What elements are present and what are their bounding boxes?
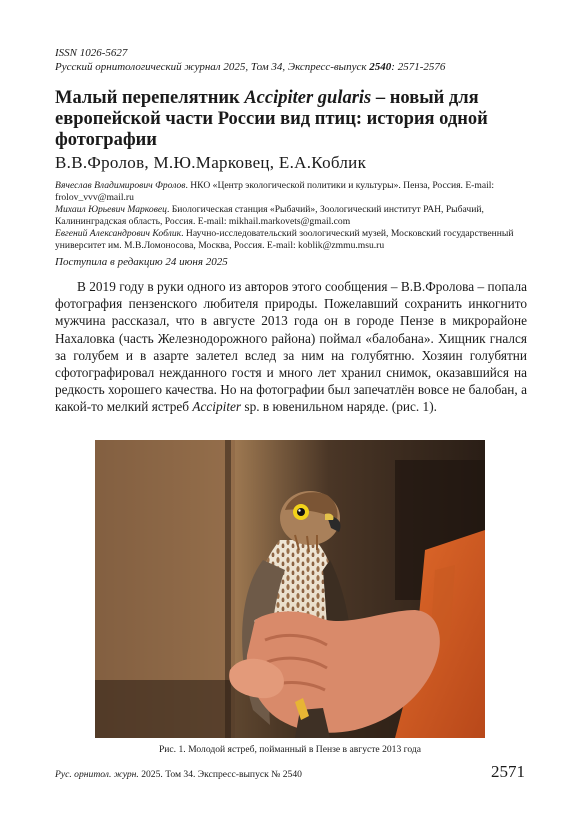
issn: ISSN 1026-5627 [55,47,128,59]
affiliation-item: Вячеслав Владимирович Фролов. НКО «Центр экологической политики и культуры». Пенза, Россия. E-mail: frolov_vvv@mail.ru [55,180,495,204]
page-number: 2571 [491,762,525,781]
received-date: Поступила в редакцию 24 июня 2025 [55,256,228,268]
footer-citation: Рус. орнитол. журн. 2025. Том 34. Экспресс-выпуск № 2540 [55,769,302,780]
species-name: Accipiter gularis [244,88,372,108]
hawk-in-hand-illustration [95,440,485,738]
affiliations [55,180,530,253]
journal-citation: Русский орнитологический журнал 2025, Том 34, Экспресс-выпуск 2540: 2571-2576 [55,61,446,73]
article-title: Малый перепелятник Accipiter gularis – новый для европейской части России вид птиц: история одной фотографии [55,88,488,150]
bird-photo [95,440,485,738]
genus-name: Accipiter [192,399,242,415]
journal-header [55,46,535,74]
issue-number: 2540 [369,61,392,73]
body-paragraph: В 2019 году в руки одного из авторов этого сообщения – В.В.Фролова – попала фотография пензенского любителя природы. Пожелавший сохранить инкогнито мужчина рассказал, что в августе 2013 года он в городе Пензе в микрорайоне Нахаловка (часть Железнодорожного района) поймал «балобана». Хищник гнался за голубем и в азарте залетел вслед за ним на голубятню. Хозяин голубятни сфотографировал нежданного гостя и много лет хранил снимок, оказавшийся на редкость хорошего качества. Но на фотографии был запечатлён вовсе не балобан, а какой-то мелкий ястреб Accipiter sp. в ювенильном наряде. (рис. 1). [55,279,527,415]
affiliation-item: Евгений Александрович Коблик. Научно-исследовательский зоологический музей, Московский государственный университет им. М.В.Ломоносова, Москва, Россия. E-mail: koblik@zmmu.msu.ru [55,228,514,252]
affiliation-item: Михаил Юрьевич Марковец. Биологическая станция «Рыбачий», Зоологический институт РАН, Рыбачий, Калининградская область, Россия. E-mail: mikhail.markovets@gmail.com [55,204,484,228]
authors: В.В.Фролов, М.Ю.Марковец, Е.А.Коблик [55,153,367,172]
figure-caption: Рис. 1. Молодой ястреб, пойманный в Пензе в августе 2013 года [158,744,422,755]
